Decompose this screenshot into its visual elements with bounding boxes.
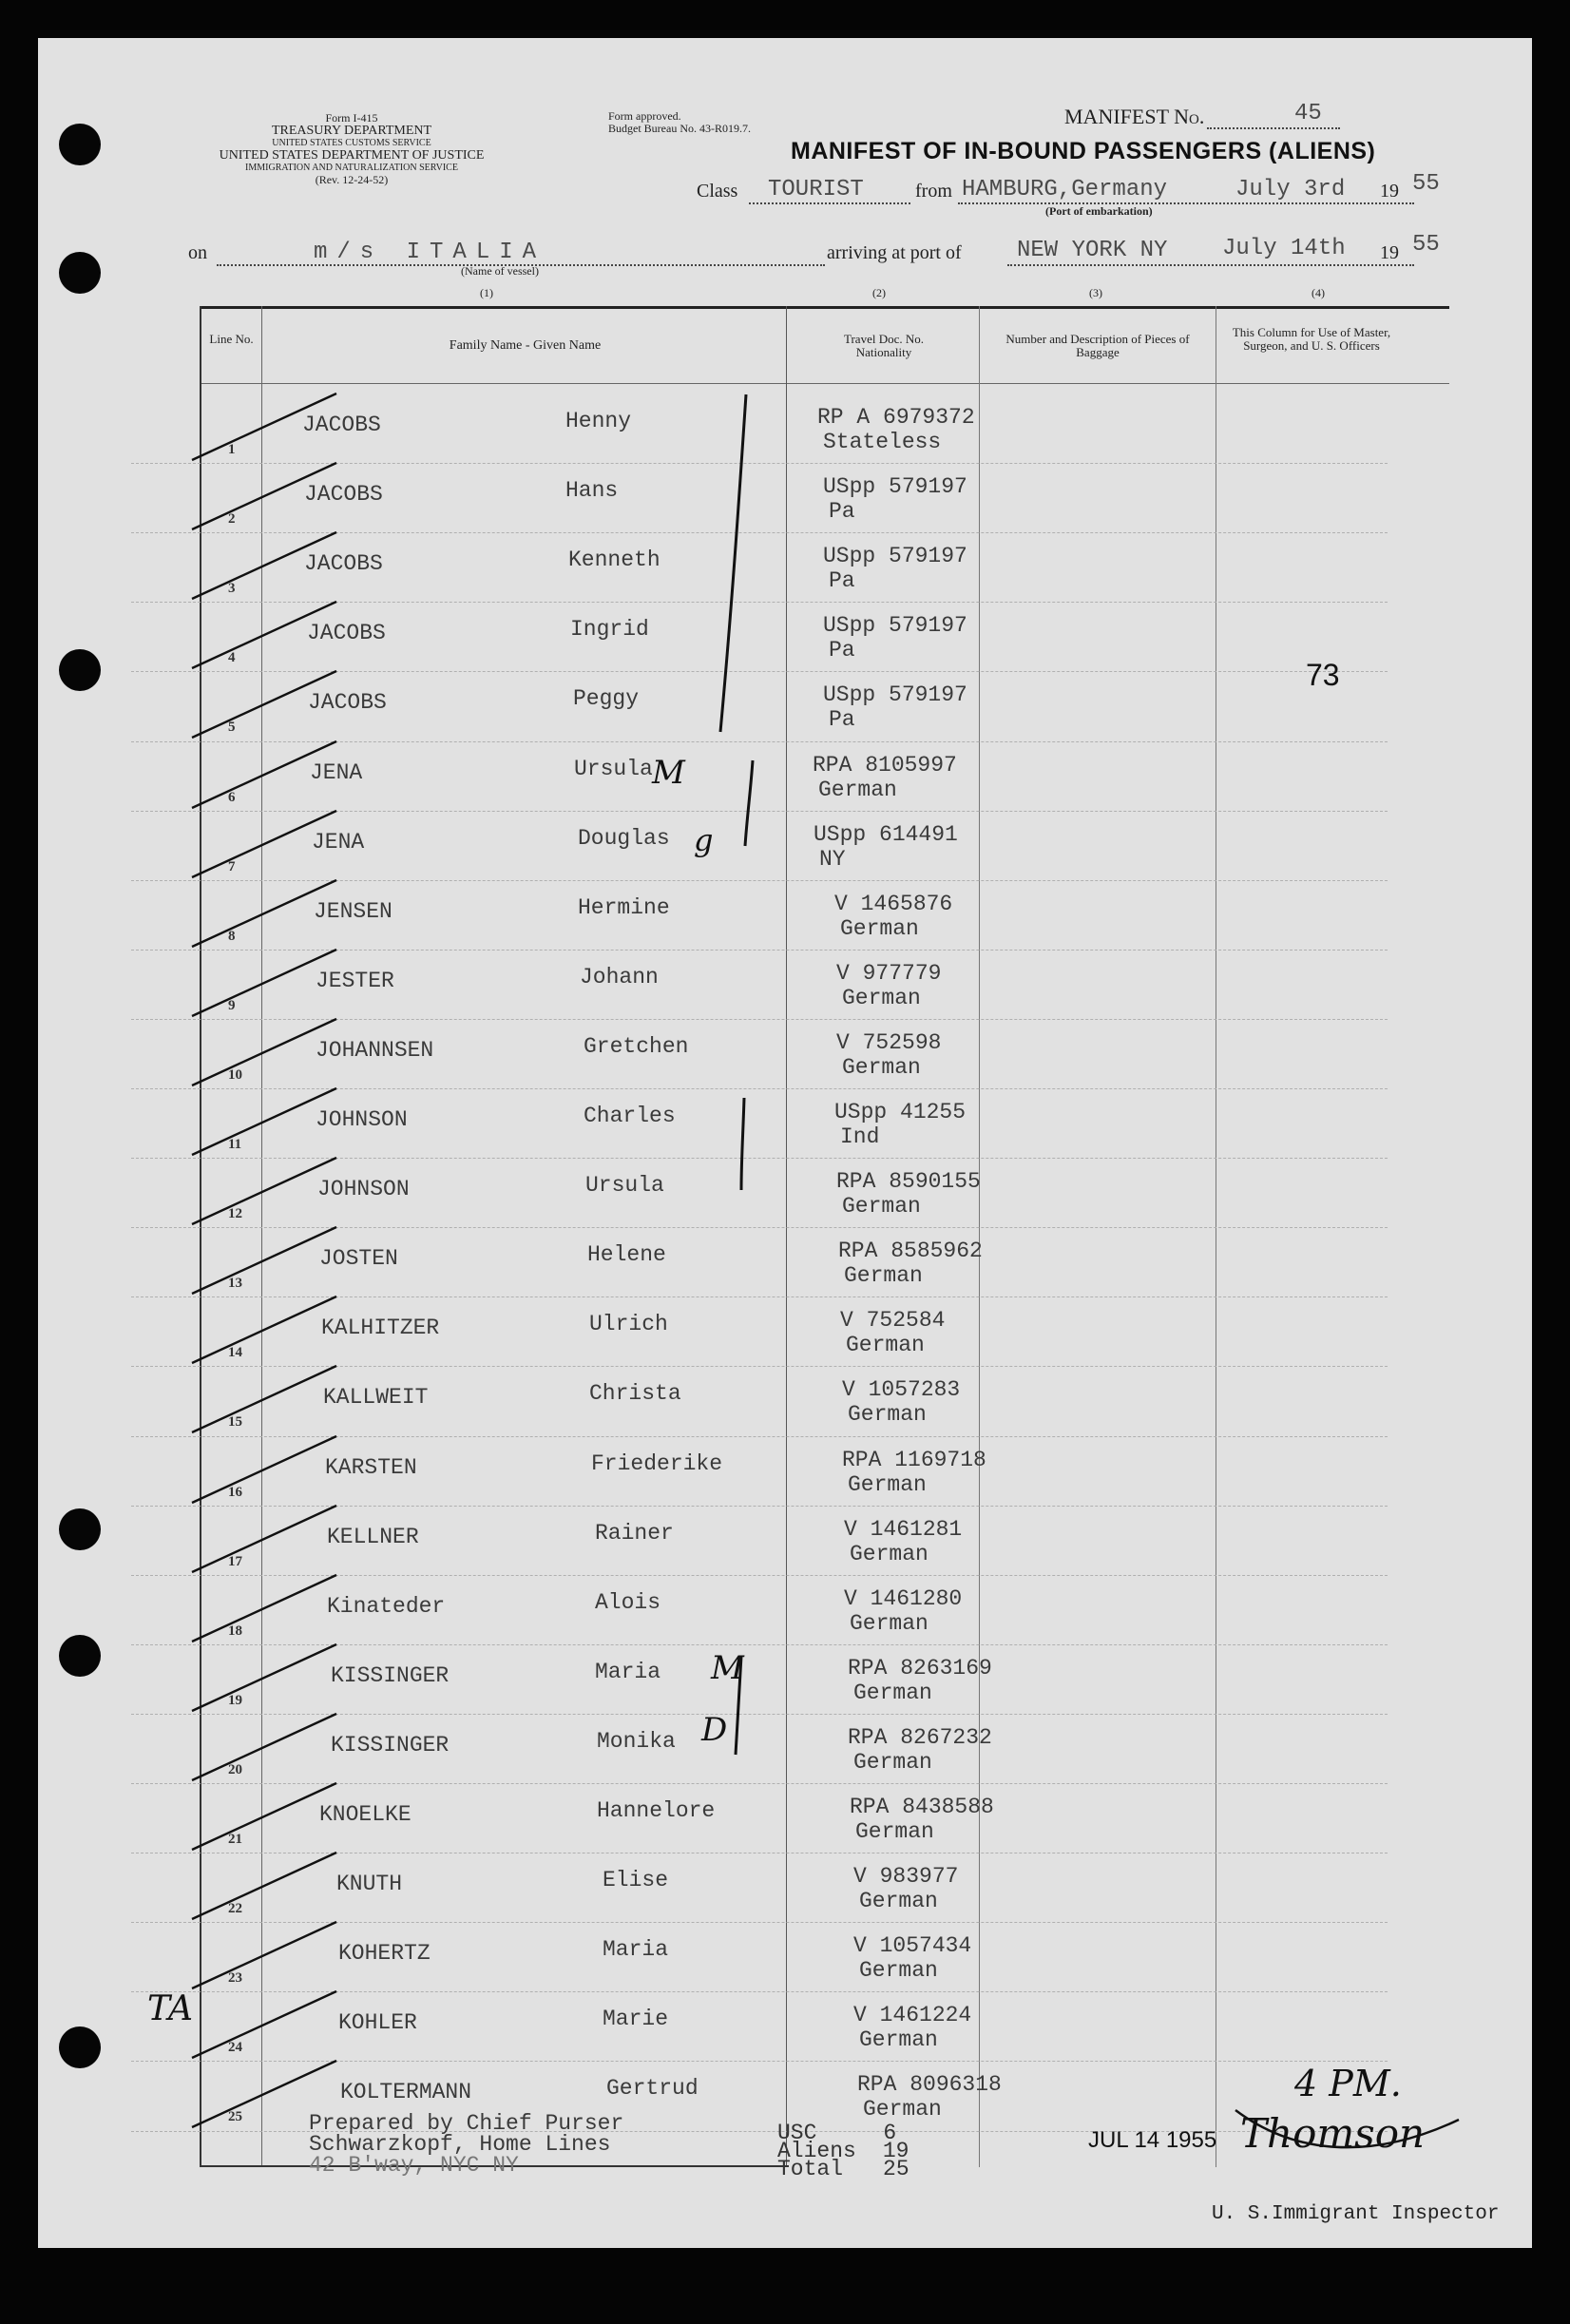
given-name: Maria [603,1937,669,1963]
manifest-title: MANIFEST OF IN-BOUND PASSENGERS (ALIENS) [791,138,1376,164]
given-name: Helene [587,1242,666,1268]
family-name: KALLWEIT [323,1385,429,1411]
nationality: German [853,1680,932,1705]
nationality: German [859,2027,938,2053]
nationality: German [850,1610,929,1636]
nationality: Stateless [823,430,942,454]
nationality: German [863,2097,942,2122]
family-name: KOHLER [338,2010,417,2036]
family-name: KISSINGER [331,1662,450,1688]
nationality: Pa [829,638,855,663]
line-number: 9 [228,997,236,1013]
given-name: Maria [595,1659,661,1684]
given-name: Peggy [573,686,640,712]
justice-dept: UNITED STATES DEPARTMENT OF JUSTICE [219,148,485,163]
line-number: 22 [228,1901,242,1917]
handwritten-time: 4 PM. [1294,2063,1402,2104]
travel-doc-number: V 977779 [836,960,942,986]
from-year-prefix: 19 [1380,181,1399,202]
family-name: JACOBS [304,551,383,577]
line-number: 8 [228,928,236,944]
inspector-title: U. S.Immigrant Inspector [1212,2203,1500,2225]
travel-doc-number: USpp 579197 [823,474,967,500]
given-name: Ursula [574,756,653,781]
line-number: 24 [228,2040,242,2056]
given-name: Ursula [585,1173,664,1199]
given-name: Marie [603,2007,669,2032]
family-name: JACOBS [302,413,381,437]
line-number: 5 [228,720,236,736]
given-name: Rainer [595,1520,674,1546]
form-approved: Form approved. [608,109,681,123]
given-name: Kenneth [568,547,661,573]
nationality: German [842,1054,921,1080]
travel-doc-number: V 1461281 [844,1516,963,1542]
nationality: German [848,1402,927,1428]
vessel-value: m/s ITALIA [314,240,546,265]
line-number: 15 [228,1414,242,1431]
col-head-officers: This Column for Use of Master, Surgeon, and U. S. Officers [1232,325,1391,353]
given-name: Alois [595,1589,661,1615]
travel-doc-number: V 1461280 [844,1585,963,1611]
treasury-dept: TREASURY DEPARTMENT [271,124,432,138]
aliens-value: 19 [882,2139,909,2163]
given-name: Gretchen [584,1033,689,1059]
arrival-date-value: July 14th [1222,236,1346,261]
travel-doc-number: RPA 8267232 [848,1724,992,1750]
usc-value: 6 [883,2121,897,2145]
given-name: Charles [584,1104,676,1128]
handwritten-m-1: M [652,754,685,792]
given-name: Hans [565,478,619,504]
travel-doc-number: V 1057283 [842,1377,961,1403]
travel-doc-number: V 983977 [853,1864,959,1890]
line-number: 16 [228,1484,242,1500]
family-name: JESTER [316,968,394,993]
form-number: Form I-415 [325,111,378,125]
line-number: 21 [228,1832,242,1847]
handwritten-ta: TA [147,1989,194,2028]
col-head-travel-doc: Travel Doc. No. Nationality [843,332,924,359]
travel-doc-number: USpp 579197 [823,544,967,569]
nationality: Pa [829,707,855,733]
col-head-name: Family Name - Given Name [449,338,602,353]
nationality: German [840,915,919,941]
prepared-line-3: 42 B'way, NYC NY [309,2153,519,2178]
handwritten-g: g [694,822,714,858]
family-name: KISSINGER [331,1732,450,1757]
arrival-year-prefix: 19 [1380,242,1399,263]
family-name: Kinateder [327,1593,446,1619]
family-name: JENA [312,829,365,855]
line-number: 20 [228,1761,242,1777]
from-label: from [915,181,952,202]
travel-doc-number: RPA 8096318 [857,2072,1002,2098]
line-number: 23 [228,1970,242,1987]
line-number: 4 [228,650,236,666]
travel-doc-number: V 1057434 [853,1933,972,1959]
line-number: 18 [228,1623,242,1639]
family-name: JENA [310,759,363,785]
travel-doc-number: RPA 8105997 [813,752,957,778]
travel-doc-number: V 1461224 [853,2003,972,2028]
travel-doc-number: RPA 8590155 [836,1169,981,1195]
prepared-line-2: Schwarzkopf, Home Lines [309,2132,611,2157]
line-number: 19 [228,1692,242,1708]
given-name: Christa [589,1381,681,1407]
family-name: JACOBS [304,482,383,508]
nationality: Pa [829,499,855,525]
arriving-label: arriving at port of [827,242,962,263]
from-port-value: HAMBURG,Germany [962,177,1168,202]
column-number-3: (3) [1089,286,1102,299]
line-number: 3 [228,581,236,597]
family-name: KOHERTZ [338,1941,431,1967]
from-year-value: 55 [1412,171,1440,197]
travel-doc-number: RP A 6979372 [817,405,975,430]
line-number: 6 [228,789,236,805]
family-name: KELLNER [327,1524,419,1549]
manifest-no-label: MANIFEST No. [1064,105,1205,128]
arrival-port-value: NEW YORK NY [1017,238,1168,263]
handwritten-m-2: M [711,1649,744,1687]
travel-doc-number: RPA 8438588 [850,1795,994,1819]
handwritten-d: D [701,1711,728,1749]
customs-service: UNITED STATES CUSTOMS SERVICE [272,138,431,148]
column-number-2: (2) [872,286,886,299]
nationality: German [859,1889,938,1914]
family-name: JOHANNSEN [316,1037,434,1063]
ins-service: IMMIGRATION AND NATURALIZATION SERVICE [245,163,458,173]
travel-doc-number: RPA 8585962 [838,1239,983,1264]
bracket-mark [720,394,746,732]
given-name: Douglas [578,825,670,851]
manifest-no-value: 45 [1294,101,1322,126]
nationality: German [859,1958,938,1984]
col-head-line-no: Line No. [209,332,254,346]
given-name: Ingrid [570,617,649,643]
total-label: Total [777,2157,844,2181]
arrival-year-value: 55 [1412,232,1440,258]
arrival-date-stamp: JUL 14 1955 [1088,2127,1217,2153]
travel-doc-number: RPA 1169718 [842,1447,986,1472]
family-name: KNUTH [336,1872,403,1897]
given-name: Friederike [591,1450,723,1476]
nationality: German [844,1263,923,1289]
family-name: JOSTEN [319,1246,398,1272]
usc-label: USC [777,2121,817,2145]
nationality: German [855,1819,934,1844]
line-number: 17 [228,1553,242,1569]
given-name: Hermine [578,894,670,920]
line-number: 2 [228,511,236,528]
class-label: Class [697,181,738,202]
travel-doc-number: USpp 614491 [814,821,958,847]
travel-doc-number: V 1465876 [834,891,953,916]
on-label: on [188,242,207,263]
line-number: 13 [228,1276,242,1292]
prepared-line-1: Prepared by Chief Purser [309,2111,624,2136]
given-name: Monika [597,1728,676,1754]
family-name: JACOBS [308,690,387,716]
nationality: German [850,1541,929,1566]
totals-block [777,2121,909,2181]
nationality: German [842,985,921,1010]
family-name: JACOBS [307,621,386,646]
column-number-4: (4) [1312,286,1325,299]
bracket-mark [741,1098,744,1190]
revision-date: (Rev. 12-24-52) [315,173,389,186]
total-value: 25 [883,2157,909,2181]
line-number: 10 [228,1066,242,1083]
travel-doc-number: RPA 8263169 [848,1655,992,1681]
family-name: JOHNSON [317,1177,410,1202]
travel-doc-number: V 752598 [836,1029,942,1055]
travel-doc-number: USpp 41255 [834,1100,967,1124]
class-value: TOURIST [768,177,864,202]
line-number: 25 [228,2109,242,2125]
travel-doc-number: USpp 579197 [823,682,967,708]
budget-bureau: Budget Bureau No. 43-R019.7. [608,122,751,135]
given-name: Elise [603,1868,669,1893]
prepared-by-block [309,2113,623,2176]
bracket-mark [745,760,753,846]
nationality: Pa [829,568,855,594]
family-name: KALHITZER [321,1316,440,1341]
line-number: 14 [228,1345,242,1361]
family-name: JOHNSON [316,1107,408,1132]
given-name: Ulrich [589,1312,668,1337]
travel-doc-number: V 752584 [840,1308,946,1334]
given-name: Henny [565,409,632,433]
vessel-note: (Name of vessel) [461,264,539,278]
line-number: 11 [228,1137,242,1152]
family-name: JENSEN [314,898,392,924]
nationality: NY [819,846,846,872]
nationality: German [818,777,897,802]
given-name: Gertrud [606,2076,699,2102]
given-name: Hannelore [597,1798,716,1823]
from-date-value: July 3rd [1235,177,1346,202]
line-number: 7 [228,858,236,874]
family-name: KOLTERMANN [340,2080,472,2105]
nationality: German [853,1749,932,1775]
travel-doc-number: USpp 579197 [823,613,967,639]
nationality: Ind [840,1124,880,1149]
port-embarkation-note: (Port of embarkation) [1045,204,1153,218]
line-number: 12 [228,1206,242,1222]
family-name: KARSTEN [325,1454,417,1480]
inspector-signature: Thomson [1240,2110,1426,2157]
given-name: Johann [580,964,659,989]
col-head-baggage: Number and Description of Pieces of Baggage [1005,332,1190,359]
nationality: German [846,1333,925,1358]
aliens-label: Aliens [777,2139,856,2163]
nationality: German [842,1194,921,1220]
nationality: German [848,1471,927,1497]
family-name: KNOELKE [319,1802,412,1827]
column-number-1: (1) [480,286,493,299]
line-number: 1 [228,442,236,457]
officer-count: 73 [1306,658,1340,692]
